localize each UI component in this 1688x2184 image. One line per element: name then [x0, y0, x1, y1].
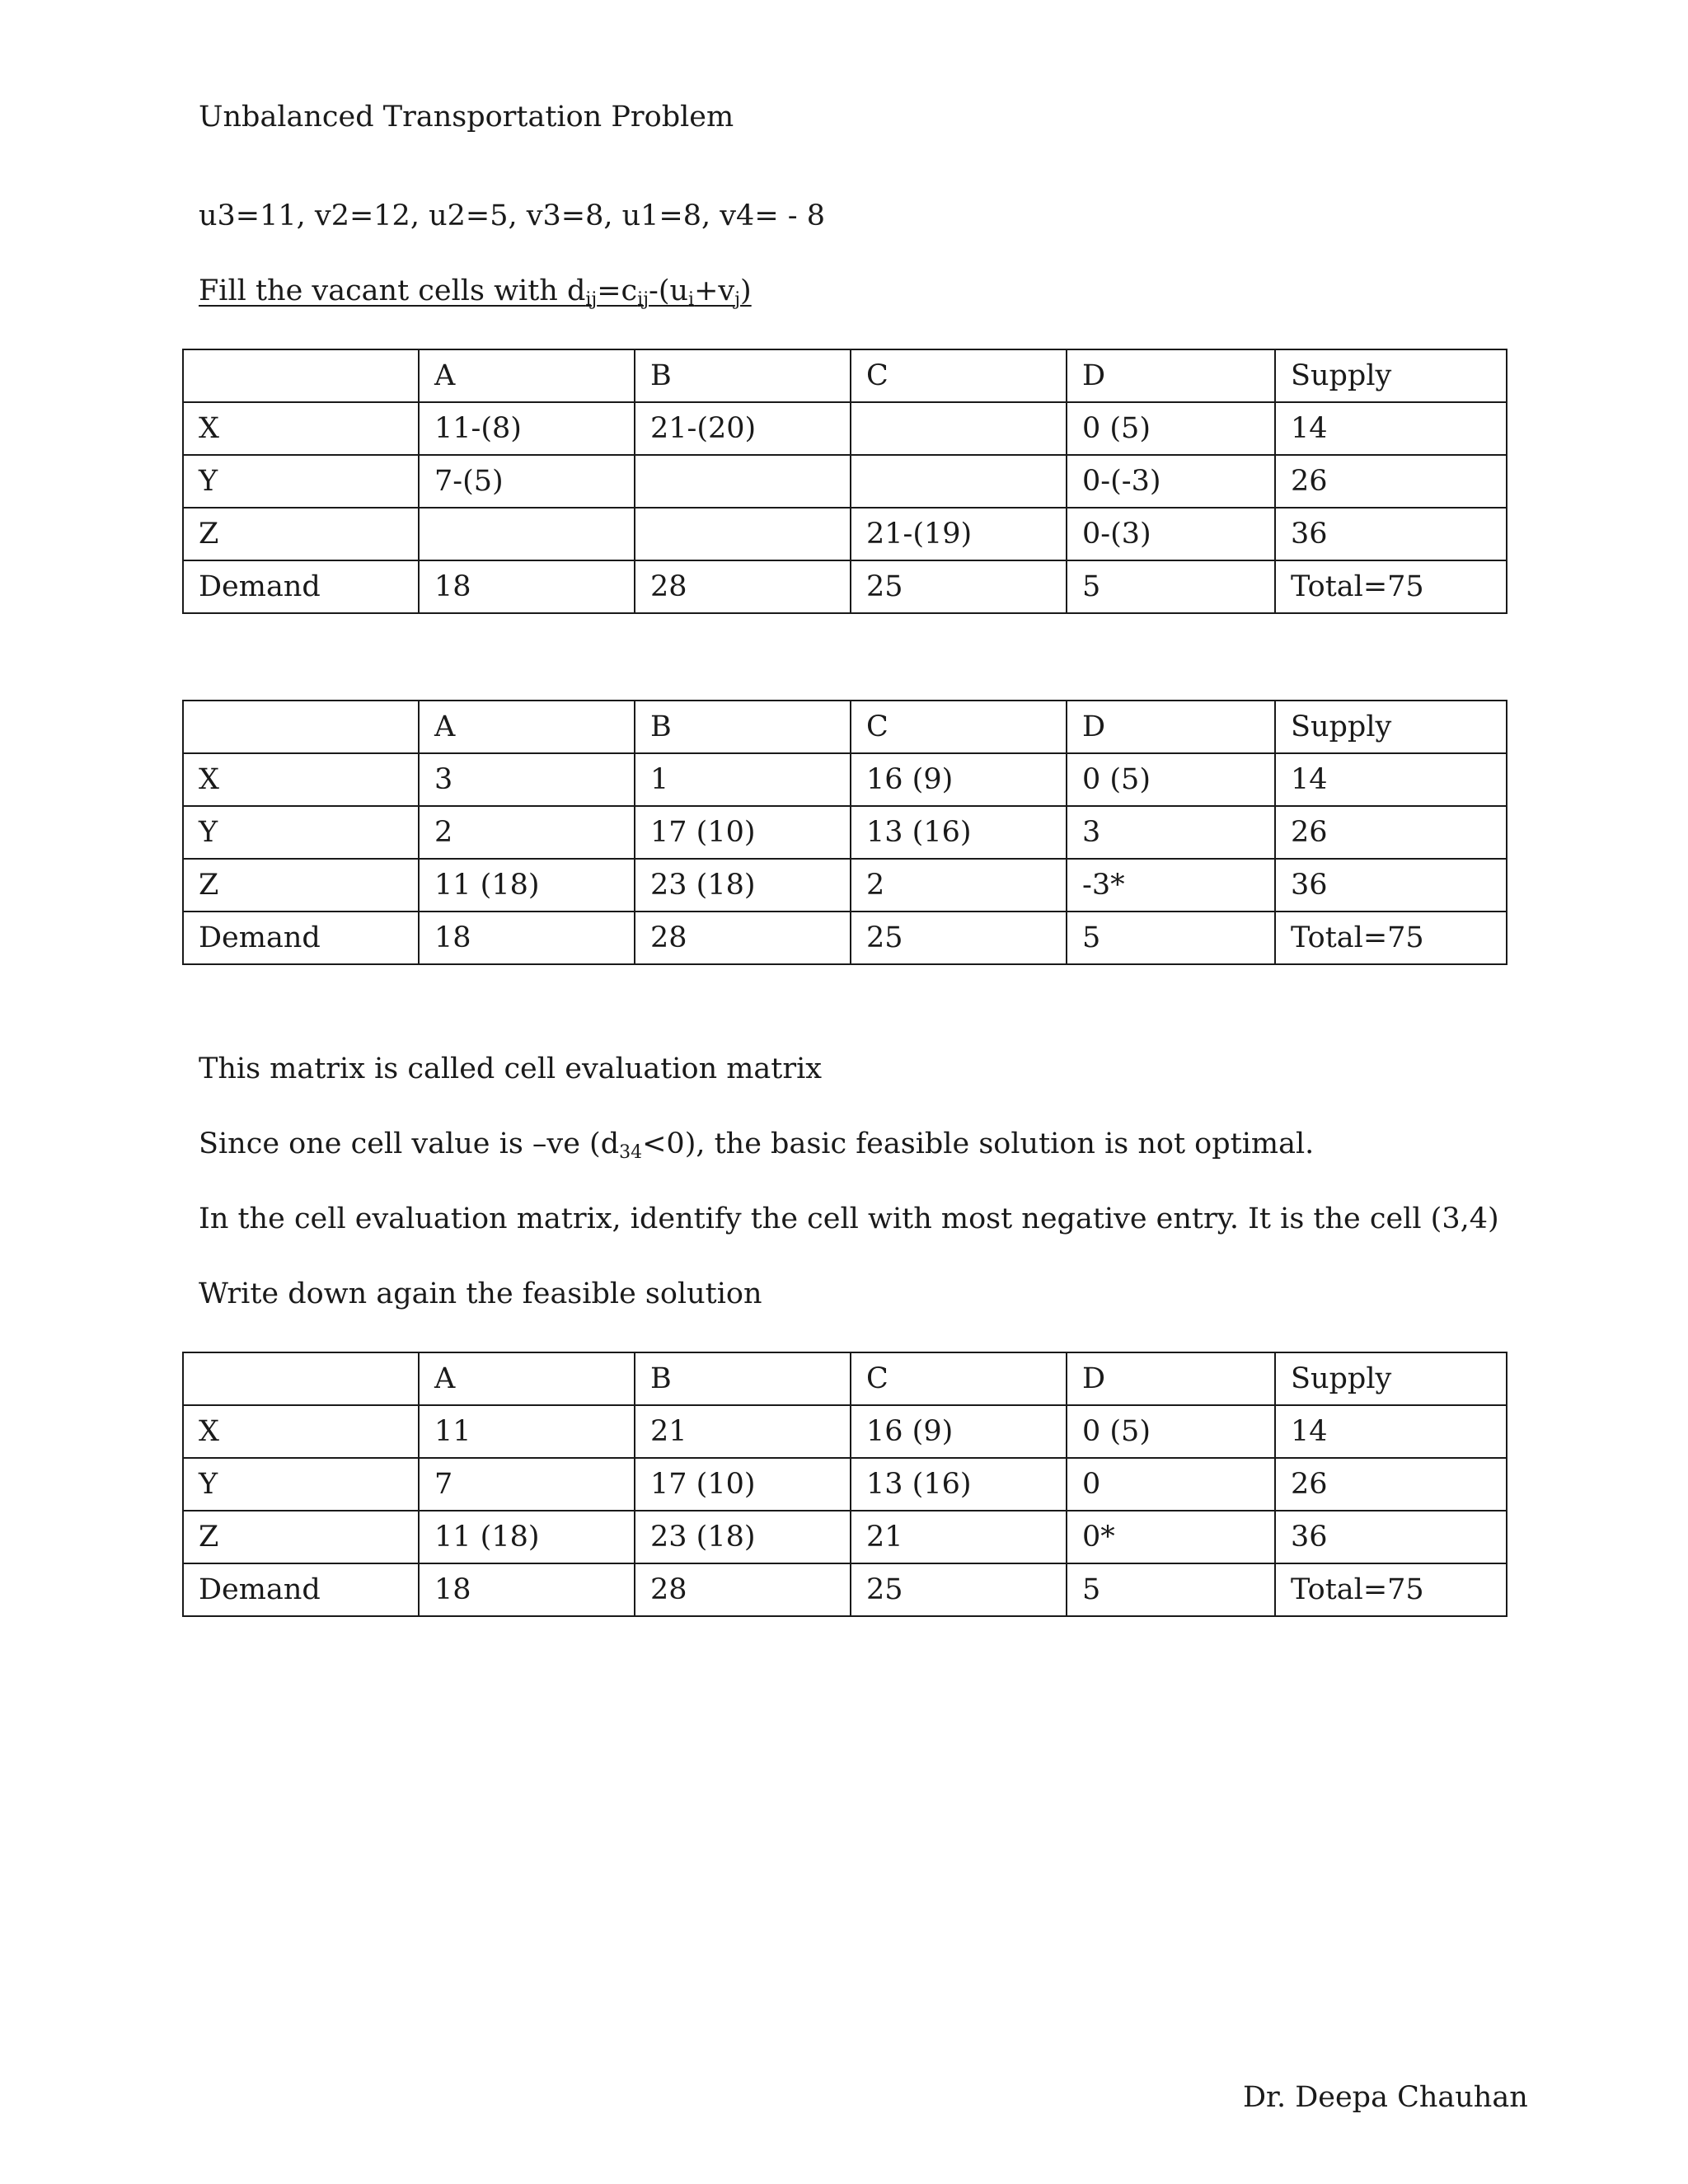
- table-cell: 11 (18): [419, 1511, 635, 1563]
- table-cell: X: [183, 753, 419, 806]
- transportation-table: [182, 349, 1507, 614]
- table-row: [183, 1563, 1507, 1616]
- table-cell: D: [1067, 1352, 1275, 1405]
- table-row: [183, 1458, 1507, 1511]
- table-cell: B: [635, 1352, 851, 1405]
- table-cell: X: [183, 402, 419, 455]
- table-row: [183, 1405, 1507, 1458]
- table-cell: [183, 349, 419, 402]
- table-cell: 18: [419, 560, 635, 613]
- page-title: Unbalanced Transportation Problem: [199, 101, 734, 134]
- table-cell: Demand: [183, 1563, 419, 1616]
- table-cell: Supply: [1275, 701, 1507, 753]
- table-cell: Y: [183, 1458, 419, 1511]
- table-cell: 0: [1067, 1458, 1275, 1511]
- paragraph: This matrix is called cell evaluation matrix: [199, 1052, 823, 1085]
- table-cell: 11: [419, 1405, 635, 1458]
- table-cell: 21-(20): [635, 402, 851, 455]
- table-cell: [851, 402, 1067, 455]
- table-cell: 0 (5): [1067, 1405, 1275, 1458]
- table-cell: Demand: [183, 560, 419, 613]
- table-cell: 7: [419, 1458, 635, 1511]
- table-cell: [183, 701, 419, 753]
- table-header-row: [183, 1352, 1507, 1405]
- table-row: [183, 455, 1507, 508]
- table-cell: 0*: [1067, 1511, 1275, 1563]
- table-cell: 11-(8): [419, 402, 635, 455]
- table-cell: Z: [183, 859, 419, 912]
- table-cell: [635, 455, 851, 508]
- table-row: [183, 912, 1507, 964]
- table-cell: [851, 455, 1067, 508]
- table-cell: 1: [635, 753, 851, 806]
- table-cell: Y: [183, 806, 419, 859]
- table-cell: 3: [1067, 806, 1275, 859]
- table-cell: 26: [1275, 806, 1507, 859]
- table-cell: 17 (10): [635, 806, 851, 859]
- table-cell: 5: [1067, 560, 1275, 613]
- table-cell: Z: [183, 1511, 419, 1563]
- table-row: [183, 560, 1507, 613]
- table-cell: Total=75: [1275, 560, 1507, 613]
- table-cell: 25: [851, 560, 1067, 613]
- table-cell: 17 (10): [635, 1458, 851, 1511]
- table-cell: 26: [1275, 455, 1507, 508]
- table-cell: 36: [1275, 1511, 1507, 1563]
- table-cell: 21-(19): [851, 508, 1067, 560]
- table-cell: Supply: [1275, 349, 1507, 402]
- paragraph: Write down again the feasible solution: [199, 1277, 762, 1310]
- table-cell: 3: [419, 753, 635, 806]
- table-row: [183, 859, 1507, 912]
- table-cell: 13 (16): [851, 1458, 1067, 1511]
- table-cell: 18: [419, 912, 635, 964]
- table-cell: Demand: [183, 912, 419, 964]
- instruction-line: Fill the vacant cells with $d_{ij}=c_{ij}-(u_i+v_j)$: [199, 274, 752, 310]
- table-cell: [419, 508, 635, 560]
- table-row: [183, 753, 1507, 806]
- table-cell: 18: [419, 1563, 635, 1616]
- table-cell: 25: [851, 912, 1067, 964]
- table-cell: X: [183, 1405, 419, 1458]
- table-cell: 16 (9): [851, 1405, 1067, 1458]
- table-cell: 2: [419, 806, 635, 859]
- table-cell: A: [419, 1352, 635, 1405]
- table-cell: Supply: [1275, 1352, 1507, 1405]
- table-cell: 21: [851, 1511, 1067, 1563]
- table-cell: D: [1067, 701, 1275, 753]
- table-cell: 11 (18): [419, 859, 635, 912]
- table-cell: D: [1067, 349, 1275, 402]
- paragraph: In the cell evaluation matrix, identify the cell with most negative entry. It is the cell (3,4): [199, 1202, 1499, 1235]
- table-cell: C: [851, 701, 1067, 753]
- table-cell: 14: [1275, 1405, 1507, 1458]
- table-cell: [635, 508, 851, 560]
- table-cell: 14: [1275, 753, 1507, 806]
- table-cell: 2: [851, 859, 1067, 912]
- table-cell: [183, 1352, 419, 1405]
- table-header-row: [183, 701, 1507, 753]
- table-cell: 23 (18): [635, 1511, 851, 1563]
- table-cell: 23 (18): [635, 859, 851, 912]
- author-signature: Dr. Deepa Chauhan: [1243, 2081, 1528, 2114]
- table-cell: 14: [1275, 402, 1507, 455]
- table-cell: 28: [635, 560, 851, 613]
- table-cell: 16 (9): [851, 753, 1067, 806]
- uv-values-line: u3=11, v2=12, u2=5, v3=8, u1=8, v4= - 8: [199, 199, 825, 232]
- table-cell: A: [419, 701, 635, 753]
- table-row: [183, 806, 1507, 859]
- table-cell: Total=75: [1275, 912, 1507, 964]
- paragraph: Since one cell value is –ve $(d_{34}<0)$, the basic feasible solution is not optimal.: [199, 1127, 1315, 1163]
- table-row: [183, 508, 1507, 560]
- table-cell: 26: [1275, 1458, 1507, 1511]
- feasible-solution-table: [182, 1352, 1507, 1617]
- table-cell: Y: [183, 455, 419, 508]
- table-cell: 0-(-3): [1067, 455, 1275, 508]
- table-row: [183, 1511, 1507, 1563]
- table-cell: -3*: [1067, 859, 1275, 912]
- table-row: [183, 402, 1507, 455]
- table-cell: 5: [1067, 912, 1275, 964]
- table-cell: 0 (5): [1067, 753, 1275, 806]
- table-cell: 21: [635, 1405, 851, 1458]
- table-cell: 13 (16): [851, 806, 1067, 859]
- table-cell: 36: [1275, 508, 1507, 560]
- table-cell: C: [851, 349, 1067, 402]
- table-cell: 28: [635, 1563, 851, 1616]
- table-cell: Z: [183, 508, 419, 560]
- cell-evaluation-table: [182, 700, 1507, 965]
- table-cell: B: [635, 349, 851, 402]
- table-header-row: [183, 349, 1507, 402]
- table-cell: 7-(5): [419, 455, 635, 508]
- table-cell: Total=75: [1275, 1563, 1507, 1616]
- table-cell: 36: [1275, 859, 1507, 912]
- table-cell: C: [851, 1352, 1067, 1405]
- table-cell: 0-(3): [1067, 508, 1275, 560]
- table-cell: B: [635, 701, 851, 753]
- table-cell: 25: [851, 1563, 1067, 1616]
- table-cell: 0 (5): [1067, 402, 1275, 455]
- table-cell: A: [419, 349, 635, 402]
- table-cell: 5: [1067, 1563, 1275, 1616]
- table-cell: 28: [635, 912, 851, 964]
